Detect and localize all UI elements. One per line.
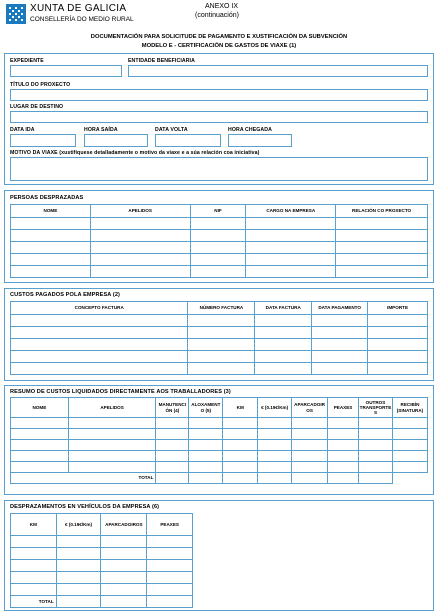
col-recibin: RECIBÍN (SINATURA) xyxy=(392,398,427,418)
motivo-field[interactable] xyxy=(10,157,428,181)
table-row[interactable] xyxy=(11,315,428,327)
table-row[interactable] xyxy=(11,339,428,351)
logo xyxy=(6,4,26,24)
doc-title: DOCUMENTACIÓN PARA SOLICITUDE DE PAGAMENTO E XUSTIFICACIÓN DA SUBVENCIÓN xyxy=(90,34,348,40)
table-row[interactable] xyxy=(11,230,428,242)
expediente-label: EXPEDIENTE xyxy=(10,58,44,64)
col-manutencion: MANUTENCI ÓN (4) xyxy=(156,398,189,418)
data-ida-field[interactable] xyxy=(10,134,76,147)
col-numero: NÚMERO FACTURA xyxy=(188,302,255,315)
data-volta-field[interactable] xyxy=(155,134,221,147)
org-subtitle: CONSELLERÍA DO MEDIO RURAL xyxy=(30,16,134,23)
table-row[interactable] xyxy=(11,418,428,429)
total-label: TOTAL xyxy=(11,596,57,608)
lugar-field[interactable] xyxy=(10,111,428,123)
table-row[interactable] xyxy=(11,351,428,363)
col-aparcadoiros: APARCADOIR OS xyxy=(292,398,328,418)
vehiculos-title: DESPRAZAMENTOS EN VEHÍCULOS DA EMPRESA (6) xyxy=(10,504,160,510)
col-importe: IMPORTE xyxy=(368,302,428,315)
org-name: XUNTA DE GALICIA xyxy=(30,3,127,14)
col-aloxamento: ALOXAMENT O (5) xyxy=(189,398,223,418)
annex-subtitle: (continuación) xyxy=(195,12,239,19)
table-row[interactable] xyxy=(11,254,428,266)
doc-subtitle: MODELO E - CERTIFICACIÓN DE GASTOS DE VIAXE (1) xyxy=(141,43,297,49)
lugar-label: LUGAR DE DESTINO xyxy=(10,104,64,110)
col-concepto: CONCEPTO FACTURA xyxy=(11,302,188,315)
col-euros-km: € (0.19€/Km) xyxy=(56,514,101,536)
table-row[interactable] xyxy=(11,327,428,339)
persoas-table xyxy=(10,204,428,278)
col-cargo: CARGO NA EMPRESA xyxy=(246,205,336,218)
col-km: KM xyxy=(11,514,57,536)
hora-saida-field[interactable] xyxy=(84,134,148,147)
col-apelidos: APELIDOS xyxy=(90,205,190,218)
custos-table xyxy=(10,301,428,375)
table-row[interactable] xyxy=(11,218,428,230)
total-row xyxy=(11,473,428,484)
vehiculos-table xyxy=(10,513,193,608)
entidade-label: ENTIDADE BENEFICIARIA xyxy=(128,58,195,64)
col-apelidos: APELIDOS xyxy=(68,398,156,418)
col-peaxes: PEAXES xyxy=(328,398,359,418)
col-euros-km: € (0.19€/Km) xyxy=(258,398,292,418)
titulo-field[interactable] xyxy=(10,89,428,101)
titulo-label: TÍTULO DO PROXECTO xyxy=(10,82,71,88)
persoas-title: PERSOAS DESPRAZADAS xyxy=(10,195,84,201)
table-row[interactable] xyxy=(11,548,193,560)
hora-saida-label: HORA SAÍDA xyxy=(84,127,118,133)
resumo-table xyxy=(10,397,428,484)
motivo-label: MOTIVO DA VIAXE (xustifíquese detalladamente o motivo da viaxe e a súa relación coa iniciativa) xyxy=(10,150,260,156)
col-relacion: RELACIÓN CO PROXECTO xyxy=(336,205,428,218)
col-data-pagamento: DATA PAGAMENTO xyxy=(312,302,368,315)
col-outros: OUTROS TRANSPORTE S xyxy=(358,398,392,418)
table-row[interactable] xyxy=(11,536,193,548)
table-row[interactable] xyxy=(11,560,193,572)
hora-chegada-label: HORA CHEGADA xyxy=(228,127,272,133)
expediente-field[interactable] xyxy=(10,65,122,77)
total-label: TOTAL xyxy=(11,473,156,484)
entidade-field[interactable] xyxy=(128,65,428,77)
col-nome: NOME xyxy=(11,205,91,218)
data-ida-label: DATA IDA xyxy=(10,127,35,133)
table-row[interactable] xyxy=(11,266,428,278)
col-data-factura: DATA FACTURA xyxy=(255,302,312,315)
data-volta-label: DATA VOLTA xyxy=(155,127,188,133)
table-row[interactable] xyxy=(11,451,428,462)
table-row[interactable] xyxy=(11,429,428,440)
table-row[interactable] xyxy=(11,572,193,584)
table-row[interactable] xyxy=(11,462,428,473)
table-row[interactable] xyxy=(11,440,428,451)
col-nif: NIF xyxy=(190,205,246,218)
table-row[interactable] xyxy=(11,242,428,254)
table-row[interactable] xyxy=(11,363,428,375)
galicia-cross-icon xyxy=(6,4,26,24)
hora-chegada-field[interactable] xyxy=(228,134,292,147)
total-row xyxy=(11,596,193,608)
annex-label: ANEXO IX xyxy=(205,3,239,10)
col-nome: NOME xyxy=(11,398,69,418)
resumo-title: RESUMO DE CUSTOS LIQUIDADOS DIRECTAMENTE AOS TRABALLADORES (3) xyxy=(10,389,231,395)
table-row[interactable] xyxy=(11,584,193,596)
col-peaxes: PEAXES xyxy=(147,514,193,536)
col-km: KM xyxy=(223,398,258,418)
col-aparcadoiros: APARCADOIROS xyxy=(101,514,147,536)
custos-title: CUSTOS PAGADOS POLA EMPRESA (2) xyxy=(10,292,121,298)
